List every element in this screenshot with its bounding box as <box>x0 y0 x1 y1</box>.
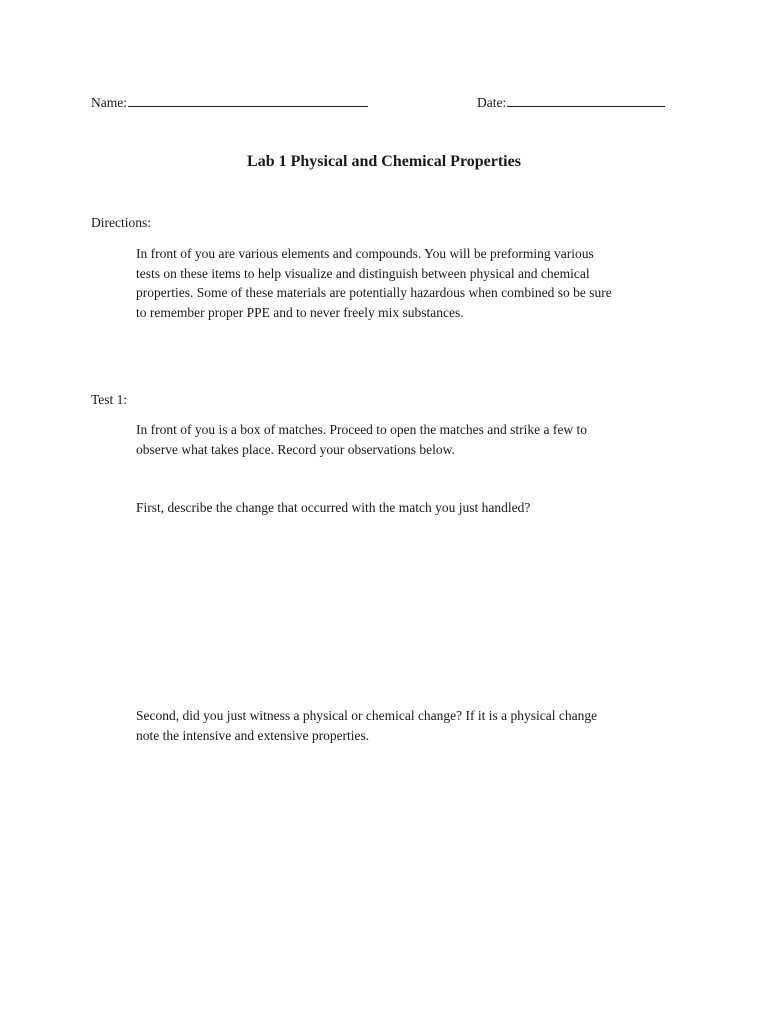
directions-paragraph <box>136 244 676 322</box>
directions-line: to remember proper PPE and to never freely mix substances. <box>136 304 464 320</box>
directions-label: Directions: <box>91 215 151 230</box>
question-1-text: First, describe the change that occurred with the match you just handled? <box>136 500 531 515</box>
name-field <box>91 94 368 111</box>
page-title-text: Lab 1 Physical and Chemical Properties <box>247 153 521 170</box>
question-2-line: note the intensive and extensive properties. <box>136 727 370 743</box>
name-blank-line[interactable] <box>128 94 368 107</box>
name-label: Name: <box>91 95 127 110</box>
header-row <box>91 94 671 114</box>
date-blank-line[interactable] <box>507 94 665 107</box>
test1-label: Test 1: <box>91 392 128 407</box>
directions-line: tests on these items to help visualize and distinguish between physical and chemical <box>136 265 590 281</box>
date-label: Date: <box>477 95 507 110</box>
date-field <box>477 94 665 111</box>
test1-question-2 <box>136 706 676 745</box>
test1-intro-line: observe what takes place. Record your observations below. <box>136 441 455 457</box>
test1-question-1 <box>136 498 676 518</box>
directions-line: properties. Some of these materials are potentially hazardous when combined so be sure <box>136 285 612 300</box>
directions-line: In front of you are various elements and compounds. You will be preforming various <box>136 246 594 261</box>
page-title <box>0 153 768 171</box>
question-2-line: Second, did you just witness a physical or chemical change? If it is a physical change <box>136 708 598 723</box>
test1-intro-paragraph <box>136 420 676 459</box>
test1-intro-line: In front of you is a box of matches. Proceed to open the matches and strike a few to <box>136 422 587 437</box>
